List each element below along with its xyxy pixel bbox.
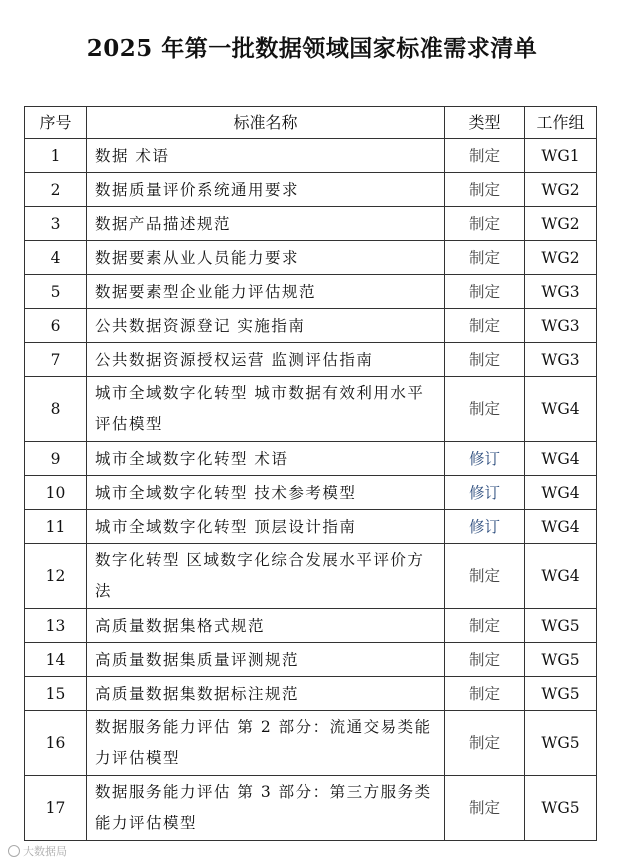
row-name: 数字化转型 区域数字化综合发展水平评价方法 [87,544,445,609]
row-wg: WG4 [525,544,597,609]
row-name: 城市全域数字化转型 技术参考模型 [87,476,445,510]
row-no: 8 [25,377,87,442]
row-no: 2 [25,173,87,207]
row-wg: WG5 [525,677,597,711]
row-wg: WG5 [525,609,597,643]
table-row [25,643,597,677]
row-name: 高质量数据集质量评测规范 [87,643,445,677]
row-type: 修订 [445,476,525,510]
row-name: 公共数据资源登记 实施指南 [87,309,445,343]
row-type: 制定 [445,711,525,776]
row-wg: WG5 [525,711,597,776]
row-name: 数据产品描述规范 [87,207,445,241]
header-wg: 工作组 [525,107,597,139]
row-type: 制定 [445,776,525,841]
row-type: 制定 [445,643,525,677]
watermark-logo-icon [8,845,20,857]
row-wg: WG1 [525,139,597,173]
row-type: 修订 [445,510,525,544]
table-row [25,309,597,343]
row-wg: WG3 [525,343,597,377]
row-name: 城市全域数字化转型 术语 [87,442,445,476]
row-type: 制定 [445,139,525,173]
row-wg: WG3 [525,275,597,309]
row-wg: WG4 [525,442,597,476]
row-no: 1 [25,139,87,173]
row-type: 制定 [445,677,525,711]
row-name: 高质量数据集数据标注规范 [87,677,445,711]
row-type: 制定 [445,544,525,609]
row-name: 数据服务能力评估 第 2 部分：流通交易类能力评估模型 [87,711,445,776]
row-type: 制定 [445,275,525,309]
row-name: 数据要素型企业能力评估规范 [87,275,445,309]
table-row [25,343,597,377]
row-name: 数据质量评价系统通用要求 [87,173,445,207]
row-type: 制定 [445,609,525,643]
table-row [25,544,597,609]
row-no: 14 [25,643,87,677]
table-row [25,275,597,309]
row-type: 制定 [445,207,525,241]
row-type: 制定 [445,343,525,377]
table-row [25,377,597,442]
row-no: 7 [25,343,87,377]
row-name: 城市全域数字化转型 城市数据有效利用水平评估模型 [87,377,445,442]
row-no: 17 [25,776,87,841]
standards-table [24,106,597,841]
table-row [25,173,597,207]
row-no: 13 [25,609,87,643]
row-no: 6 [25,309,87,343]
table-row [25,510,597,544]
row-wg: WG5 [525,643,597,677]
row-type: 制定 [445,377,525,442]
row-no: 16 [25,711,87,776]
row-name: 数据服务能力评估 第 3 部分：第三方服务类能力评估模型 [87,776,445,841]
row-no: 3 [25,207,87,241]
row-type: 制定 [445,173,525,207]
table-row [25,442,597,476]
row-wg: WG4 [525,476,597,510]
table-row [25,241,597,275]
row-no: 4 [25,241,87,275]
watermark [8,843,67,859]
table-header-row [25,107,597,139]
row-name: 高质量数据集格式规范 [87,609,445,643]
table-row [25,207,597,241]
table-row [25,711,597,776]
table-row [25,677,597,711]
row-wg: WG3 [525,309,597,343]
row-wg: WG2 [525,241,597,275]
row-no: 11 [25,510,87,544]
row-wg: WG5 [525,776,597,841]
row-name: 数据要素从业人员能力要求 [87,241,445,275]
watermark-text: 大数据局 [23,845,67,858]
row-type: 修订 [445,442,525,476]
header-no: 序号 [25,107,87,139]
row-type: 制定 [445,241,525,275]
row-name: 数据 术语 [87,139,445,173]
table-row [25,139,597,173]
row-no: 10 [25,476,87,510]
header-name: 标准名称 [87,107,445,139]
row-name: 城市全域数字化转型 顶层设计指南 [87,510,445,544]
row-wg: WG4 [525,510,597,544]
row-no: 5 [25,275,87,309]
row-wg: WG2 [525,207,597,241]
row-type: 制定 [445,309,525,343]
row-no: 9 [25,442,87,476]
header-type: 类型 [445,107,525,139]
row-no: 15 [25,677,87,711]
table-row [25,776,597,841]
row-wg: WG4 [525,377,597,442]
row-no: 12 [25,544,87,609]
table-row [25,476,597,510]
row-name: 公共数据资源授权运营 监测评估指南 [87,343,445,377]
document-title: 2025 年第一批数据领域国家标准需求清单 [86,35,538,62]
table-row [25,609,597,643]
row-wg: WG2 [525,173,597,207]
